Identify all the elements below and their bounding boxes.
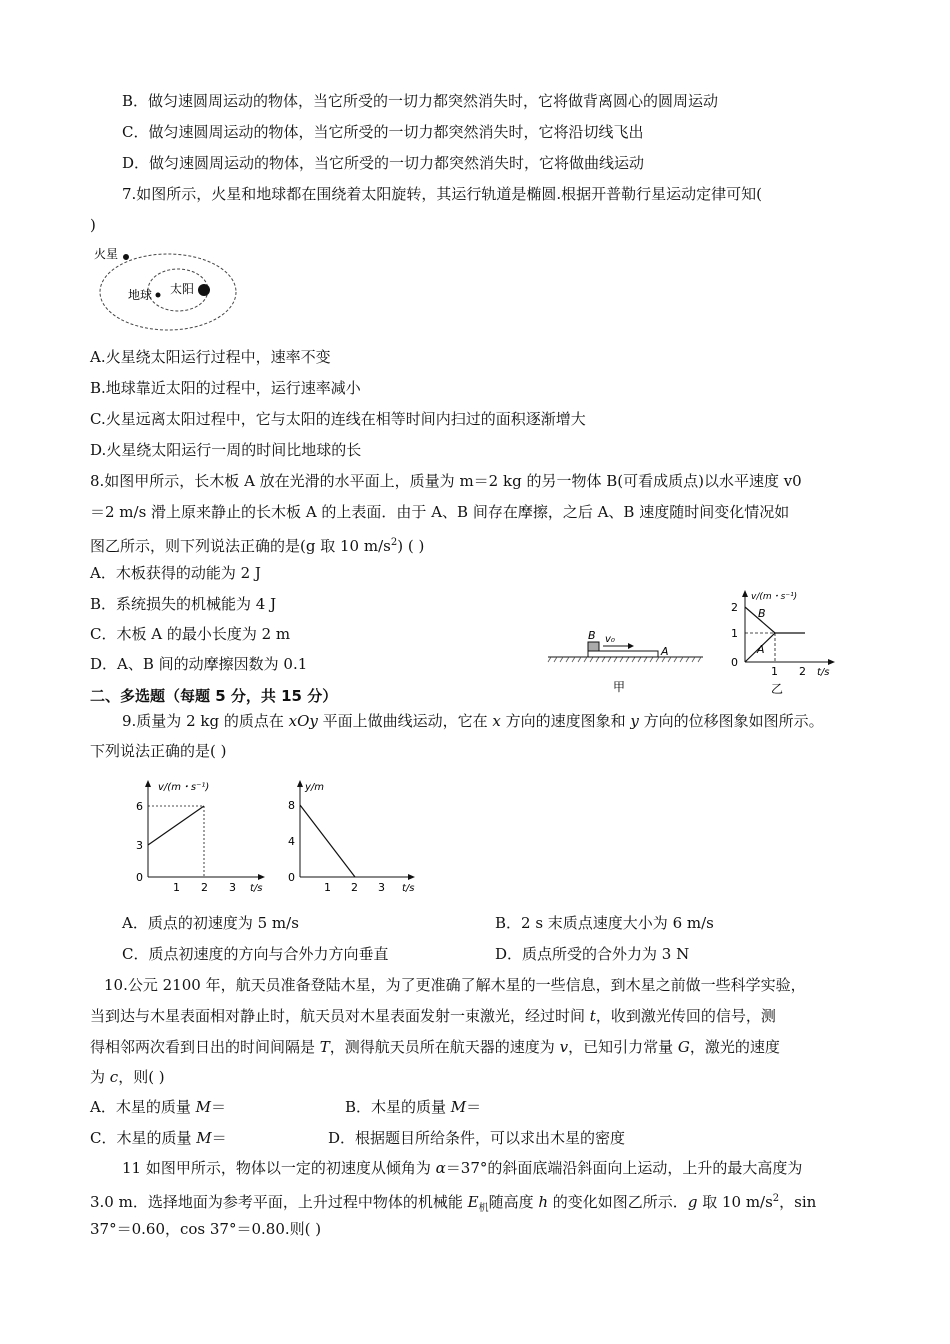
q9-option-d: D．质点所受的合外力为 3 N [495,945,690,963]
q8-stem-line3: 图乙所示，则下列说法正确的是(g 取 10 $m/s^2$) ( ) [90,537,425,555]
q10-option-b: B．木星的质量 M＝ [345,1098,482,1116]
svg-text:2: 2 [731,601,738,614]
svg-text:4: 4 [288,835,295,848]
q8-option-c: C．木板 A 的最小长度为 2 m [90,625,291,643]
svg-text:6: 6 [136,800,143,813]
q7-stem-end: ) [90,216,96,234]
svg-text:A: A [757,643,765,656]
vx-line [148,806,204,845]
q9-option-c: C．质点初速度的方向与合外力方向垂直 [122,945,389,963]
svg-text:v₀: v₀ [605,634,615,645]
svg-text:B: B [588,629,596,642]
q9-option-b: B．2 s 末质点速度大小为 6 m/s [495,914,714,932]
svg-text:3: 3 [229,881,236,894]
q10-option-d: D．根据题目所给条件，可以求出木星的密度 [328,1129,626,1147]
svg-text:1: 1 [731,627,738,640]
q11-stem-line2: 3.0 m．选择地面为参考平面，上升过程中物体的机械能 $E_机$随高度 h 的变化如图乙所示．g 取 10 $m/s^2$，sin [90,1193,817,1214]
q7-option-a: A.火星绕太阳运行过程中，速率不变 [90,348,331,366]
earth-label: 地球 [128,288,153,302]
q7-option-d: D.火星绕太阳运行一周的时间比地球的长 [90,441,362,459]
q9-displacement-graph [285,775,430,895]
q11-stem-line1: 11 如图甲所示，物体以一定的初速度从倾角为 α＝37°的斜面底端沿斜面向上运动，上升的最大高度为 [122,1159,803,1177]
q8-figure-jia [548,625,708,700]
svg-text:v/(m・s⁻¹): v/(m・s⁻¹) [751,592,798,602]
block-b [588,642,599,651]
section-multi-choice-heading: 二、多选题（每题 5 分，共 15 分） [90,687,338,705]
y-line [300,805,355,877]
svg-text:B: B [758,607,766,620]
svg-text:y/m: y/m [305,782,325,793]
q7-option-b: B.地球靠近太阳的过程中，运行速率减小 [90,379,361,397]
svg-text:v/(m・s⁻¹): v/(m・s⁻¹) [158,782,210,793]
svg-text:2: 2 [351,881,358,894]
svg-text:t/s: t/s [402,883,415,894]
svg-text:1: 1 [324,881,331,894]
q10-stem-line2: 当到达与木星表面相对静止时，航天员对木星表面发射一束激光，经过时间 t，收到激光传回的信号，测 [90,1007,776,1025]
svg-text:2: 2 [799,665,806,678]
caption-yi: 乙 [771,682,784,696]
svg-text:0: 0 [288,871,295,884]
mars-dot [123,254,129,260]
q8-stem-line1: 8.如图甲所示，长木板 A 放在光滑的水平面上，质量为 m＝2 kg 的另一物体 B(可看成质点)以水平速度 v0 [90,472,802,490]
q6-option-c: C．做匀速圆周运动的物体，当它所受的一切力都突然消失时，它将沿切线飞出 [122,123,644,141]
svg-text:3: 3 [378,881,385,894]
svg-text:A: A [661,645,669,658]
q8-figure-yi [725,585,840,700]
mars-orbit [100,254,236,330]
caption-jia: 甲 [613,680,626,694]
q10-stem-line4: 为 c，则( ) [90,1068,165,1086]
q9-stem-line1: 9.质量为 2 kg 的质点在 xOy 平面上做曲线运动，它在 x 方向的速度图象和 y 方向的位移图象如图所示。 [122,712,824,730]
board-a [588,651,658,657]
q7-option-c: C.火星远离太阳过程中，它与太阳的连线在相等时间内扫过的面积逐渐增大 [90,410,586,428]
svg-text:0: 0 [136,871,143,884]
sun-dot [198,284,210,296]
svg-text:t/s: t/s [817,667,830,678]
svg-text:8: 8 [288,799,295,812]
svg-text:3: 3 [136,839,143,852]
sun-label: 太阳 [170,282,195,296]
q10-option-c: C．木星的质量 M＝ [90,1129,227,1147]
svg-text:t/s: t/s [250,883,263,894]
earth-dot [156,293,161,298]
q8-option-b: B．系统损失的机械能为 4 J [90,595,277,613]
q8-stem-line2: ＝2 m/s 滑上原来静止的长木板 A 的上表面．由于 A、B 间存在摩擦，之后 A、B 速度随时间变化情况如 [90,503,790,521]
q6-option-b: B．做匀速圆周运动的物体，当它所受的一切力都突然消失时，它将做背离圆心的圆周运动 [122,92,719,110]
q8-option-d: D．A、B 间的动摩擦因数为 0.1 [90,655,308,673]
q8-option-a: A．木板获得的动能为 2 J [90,564,261,582]
q9-stem-line2: 下列说法正确的是( ) [90,742,227,760]
svg-text:1: 1 [173,881,180,894]
q10-stem-line3: 得相邻两次看到日出的时间间隔是 T，测得航天员所在航天器的速度为 v，已知引力常量 G，激光的速度 [90,1038,780,1056]
q7-orbit-diagram [90,240,250,340]
svg-text:0: 0 [731,656,738,669]
q6-option-d: D．做匀速圆周运动的物体，当它所受的一切力都突然消失时，它将做曲线运动 [122,154,645,172]
mars-label: 火星 [94,247,119,261]
q9-option-a: A．质点的初速度为 5 m/s [122,914,299,932]
svg-text:1: 1 [771,665,778,678]
q9-velocity-graph [130,775,275,895]
q7-stem: 7.如图所示，火星和地球都在围绕着太阳旋转，其运行轨道是椭圆.根据开普勒行星运动定律可知( [122,185,762,203]
q11-stem-line3: 37°＝0.60，cos 37°＝0.80.则( ) [90,1220,322,1238]
q10-stem-line1: 10.公元 2100 年，航天员准备登陆木星，为了更准确了解木星的一些信息，到木星之前做一些科学实验， [104,976,806,994]
svg-text:2: 2 [201,881,208,894]
q10-option-a: A．木星的质量 M＝ [90,1098,226,1116]
